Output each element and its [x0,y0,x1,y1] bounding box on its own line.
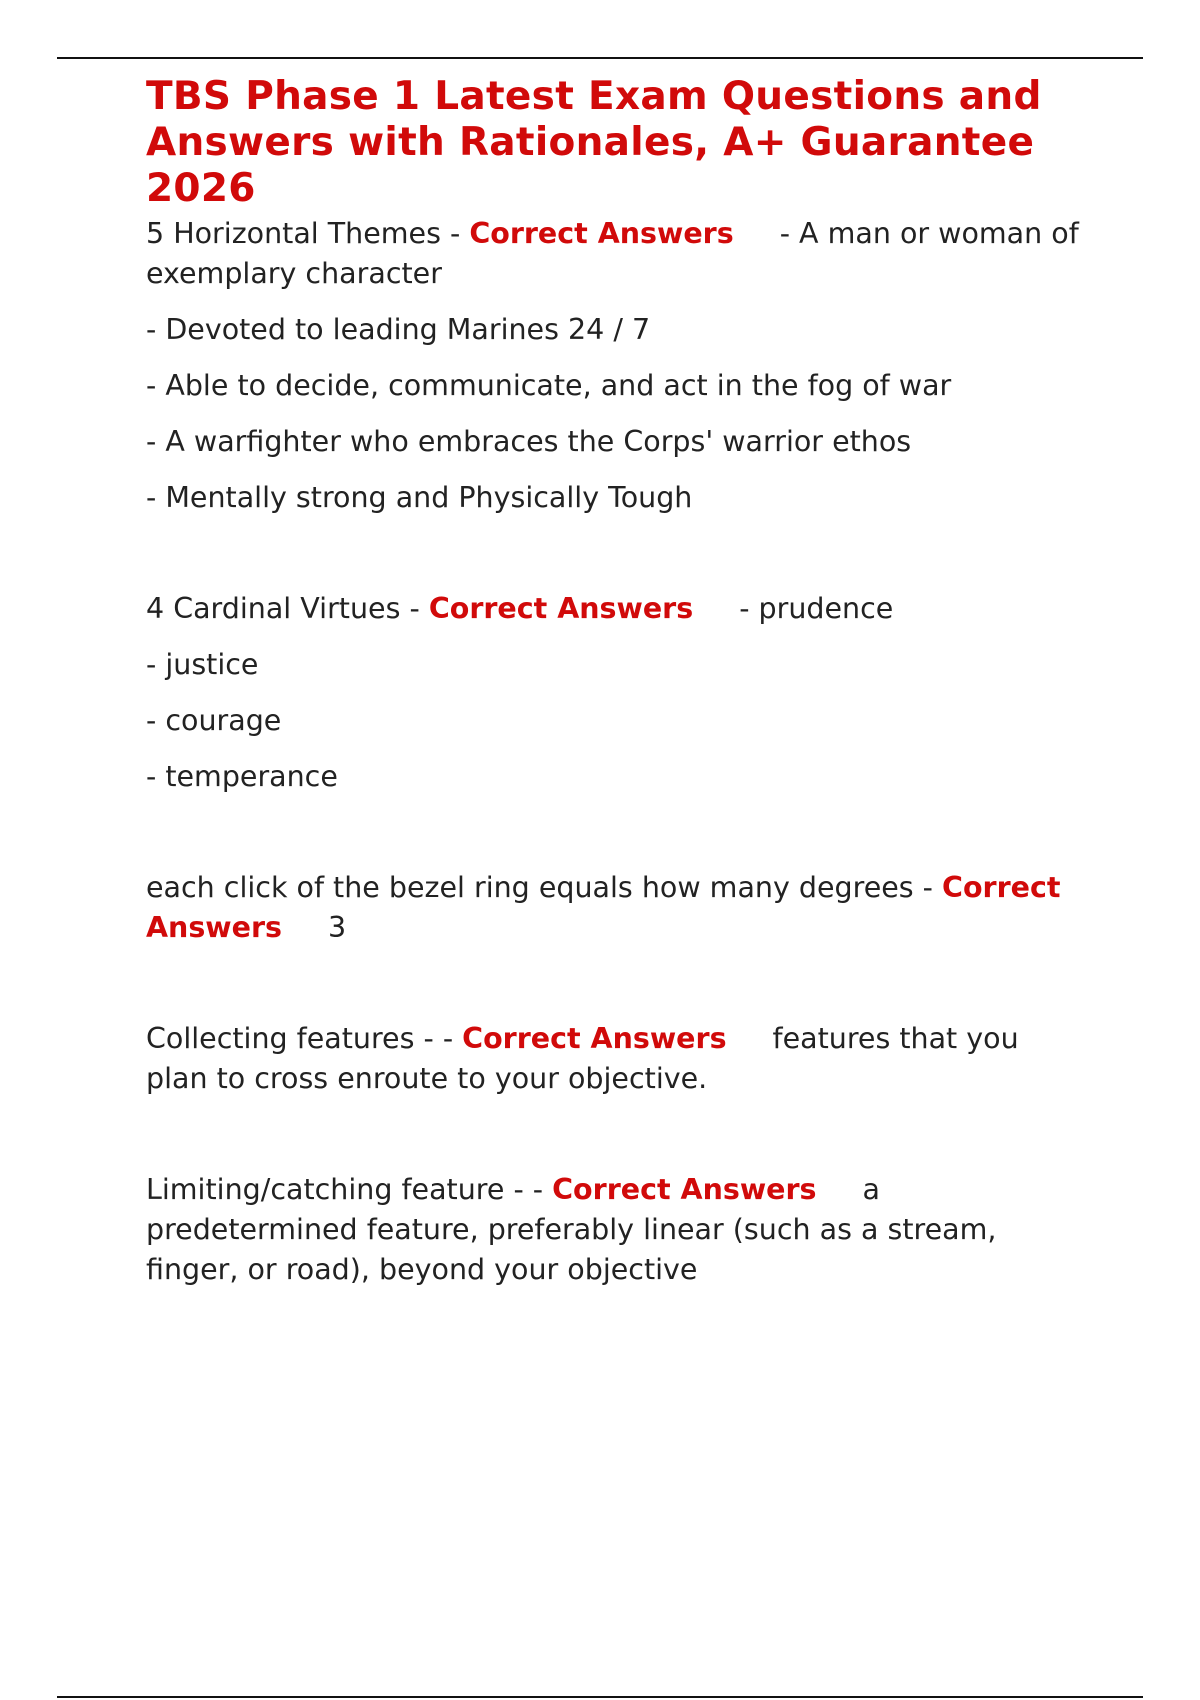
correct-answers-label: Correct Answers [428,592,694,625]
correct-answers-label: Correct Answers [462,1022,727,1055]
question-text: Limiting/catching feature - - [146,1173,553,1206]
answer-line: - courage [146,704,282,737]
qa-item-cardinal-virtues [146,589,1086,797]
qa-item-limiting-feature [146,1170,1086,1290]
answer-line: - Able to decide, communicate, and act in the fog of war [146,369,952,402]
document-title: TBS Phase 1 Latest Exam Questions and Answers with Rationales, A+ Guarantee 2026 [146,74,1042,211]
answer-line: - justice [146,648,259,681]
question-text: 5 Horizontal Themes - [146,217,470,250]
document-body [146,74,1086,1290]
qa-item-horizontal-themes [146,214,1086,518]
question-text: 4 Cardinal Virtues - [146,592,429,625]
answer-text: 3 [328,911,347,944]
qa-item-bezel-ring [146,868,1086,948]
top-rule [57,57,1143,59]
answer-line: - Devoted to leading Marines 24 / 7 [146,313,651,346]
qa-item-collecting-features [146,1019,1086,1099]
answer-line: - A warfighter who embraces the Corps' warrior ethos [146,425,912,458]
answer-text: - prudence [739,592,894,625]
answer-line: - Mentally strong and Physically Tough [146,481,693,514]
question-text: Collecting features - - [146,1022,463,1055]
correct-answers-label: Correct Answers [552,1173,817,1206]
answer-text: - A man or woman of exemplary character [146,217,1079,290]
qa-list [146,214,1086,1290]
correct-answers-label: Correct Answers [146,871,1061,944]
bottom-rule [57,1696,1143,1698]
answer-line: - temperance [146,760,338,793]
answer-text: features that you plan to cross enroute to your objective. [146,1022,1019,1095]
correct-answers-label: Correct Answers [469,217,734,250]
question-text: each click of the bezel ring equals how many degrees - [146,871,943,904]
answer-text: a predetermined feature, preferably linear (such as a stream, finger, or road), beyond your objective [146,1173,997,1286]
